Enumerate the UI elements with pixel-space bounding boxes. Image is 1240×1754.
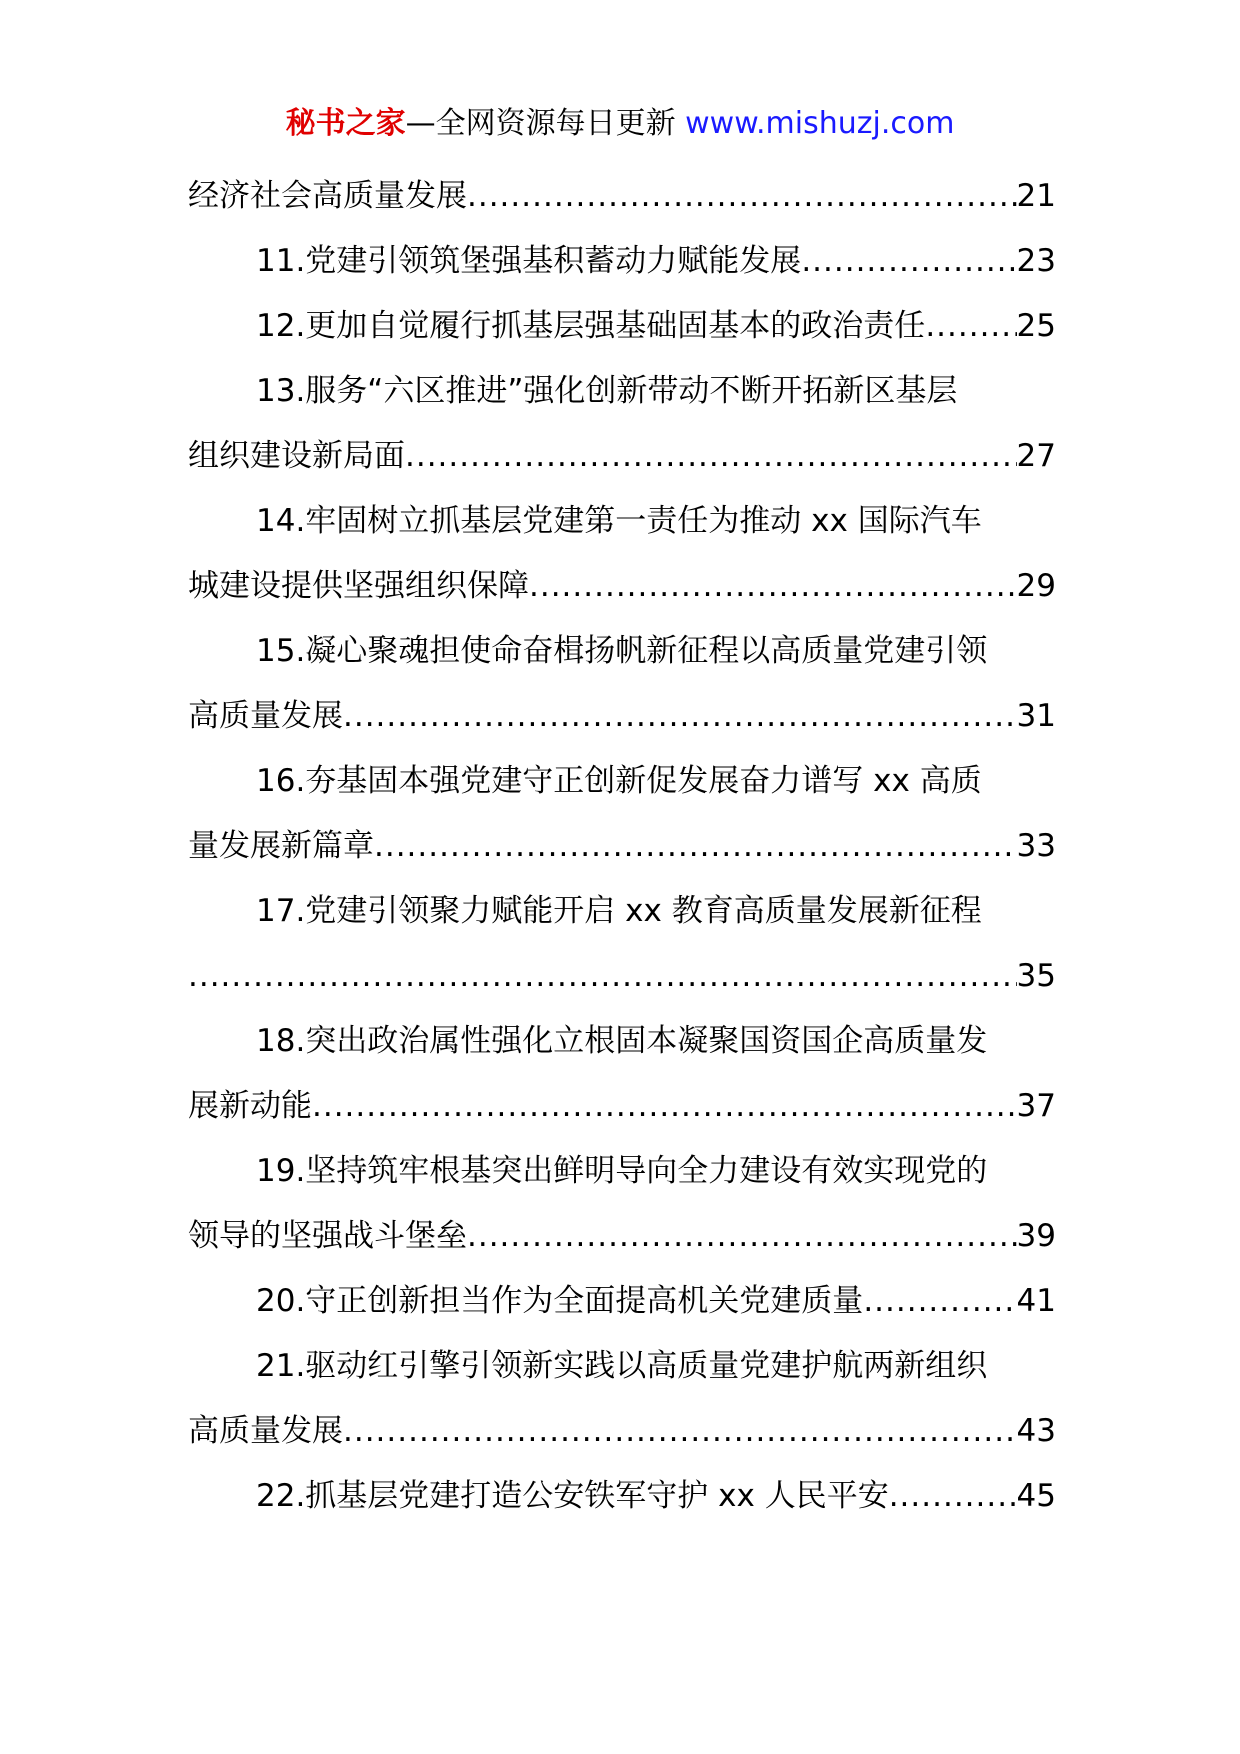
toc-entry-text: 高质量发展 [188, 698, 343, 734]
toc-entry-text: 14.牢固树立抓基层党建第一责任为推动 xx 国际汽车 [256, 503, 982, 539]
toc-entry-text: 21.驱动红引擎引领新实践以高质量党建护航两新组织 [256, 1348, 988, 1384]
toc-page-number: 39 [1016, 1218, 1056, 1254]
dot-leader [889, 1464, 1017, 1529]
toc-entry-text: 18.突出政治属性强化立根固本凝聚国资国企高质量发 [256, 1023, 988, 1059]
toc-line[interactable] [188, 619, 1056, 684]
toc-page-number: 27 [1016, 438, 1056, 474]
toc-line[interactable] [188, 1269, 1056, 1334]
toc-line[interactable] [188, 489, 1056, 554]
dot-leader [467, 164, 1017, 229]
site-tagline: —全网资源每日更新 [405, 106, 676, 141]
toc-entry-text: 15.凝心聚魂担使命奋楫扬帆新征程以高质量党建引领 [256, 633, 988, 669]
dot-leader [312, 1074, 1017, 1139]
toc-line[interactable] [188, 229, 1056, 294]
toc-entry-text: 高质量发展 [188, 1413, 343, 1449]
dot-leader [863, 1269, 1016, 1334]
toc-line[interactable] [188, 164, 1056, 229]
toc-page-number: 31 [1016, 698, 1056, 734]
toc-page-number: 35 [1016, 958, 1056, 994]
toc-entry-text: 城建设提供坚强组织保障 [188, 568, 529, 604]
toc-page-number: 29 [1016, 568, 1056, 604]
toc-entry-text: 展新动能 [188, 1088, 312, 1124]
toc-line[interactable] [188, 1464, 1056, 1529]
dot-leader [467, 1204, 1017, 1269]
toc-page-number: 45 [1016, 1478, 1056, 1514]
site-url[interactable]: www.mishuzj.com [685, 106, 955, 141]
dot-leader [343, 1399, 1017, 1464]
toc-line[interactable] [188, 749, 1056, 814]
toc-line[interactable] [188, 814, 1056, 879]
toc-page-number: 23 [1016, 243, 1056, 279]
toc-page-number: 33 [1016, 828, 1056, 864]
toc-line[interactable] [188, 424, 1056, 489]
dot-leader [801, 229, 1016, 294]
toc-line[interactable] [188, 1074, 1056, 1139]
toc-entry-text: 经济社会高质量发展 [188, 178, 467, 214]
dot-leader [343, 684, 1017, 749]
table-of-contents [188, 164, 1056, 1529]
toc-entry-text: 组织建设新局面 [188, 438, 405, 474]
dot-leader [529, 554, 1017, 619]
toc-line[interactable] [188, 359, 1056, 424]
toc-line[interactable] [188, 1139, 1056, 1204]
dot-leader [188, 944, 1017, 1009]
toc-page-number: 37 [1016, 1088, 1056, 1124]
toc-line[interactable] [188, 879, 1056, 944]
toc-entry-text: 16.夯基固本强党建守正创新促发展奋力谱写 xx 高质 [256, 763, 982, 799]
toc-line[interactable] [188, 684, 1056, 749]
toc-line[interactable] [188, 554, 1056, 619]
dot-leader [925, 294, 1016, 359]
toc-line[interactable] [188, 1009, 1056, 1074]
toc-line[interactable] [188, 294, 1056, 359]
toc-page-number: 25 [1016, 308, 1056, 344]
dot-leader [405, 424, 1017, 489]
toc-line[interactable] [188, 1334, 1056, 1399]
toc-entry-text: 领导的坚强战斗堡垒 [188, 1218, 467, 1254]
site-brand: 秘书之家 [285, 106, 406, 141]
toc-entry-text: 17.党建引领聚力赋能开启 xx 教育高质量发展新征程 [256, 893, 982, 929]
page-header [0, 100, 1240, 148]
toc-page-number: 43 [1016, 1413, 1056, 1449]
toc-entry-text: 12.更加自觉履行抓基层强基础固基本的政治责任 [256, 308, 926, 344]
toc-page-number: 41 [1016, 1283, 1056, 1319]
toc-entry-text: 13.服务“六区推进”强化创新带动不断开拓新区基层 [256, 373, 958, 409]
toc-entry-text: 量发展新篇章 [188, 828, 374, 864]
toc-entry-text: 11.党建引领筑堡强基积蓄动力赋能发展 [256, 243, 802, 279]
toc-page-number: 21 [1016, 178, 1056, 214]
toc-entry-text: 22.抓基层党建打造公安铁军守护 xx 人民平安 [256, 1478, 889, 1514]
toc-line[interactable] [188, 1204, 1056, 1269]
toc-line[interactable] [188, 944, 1056, 1009]
toc-line[interactable] [188, 1399, 1056, 1464]
toc-entry-text: 20.守正创新担当作为全面提高机关党建质量 [256, 1283, 864, 1319]
toc-entry-text: 19.坚持筑牢根基突出鲜明导向全力建设有效实现党的 [256, 1153, 988, 1189]
dot-leader [374, 814, 1017, 879]
